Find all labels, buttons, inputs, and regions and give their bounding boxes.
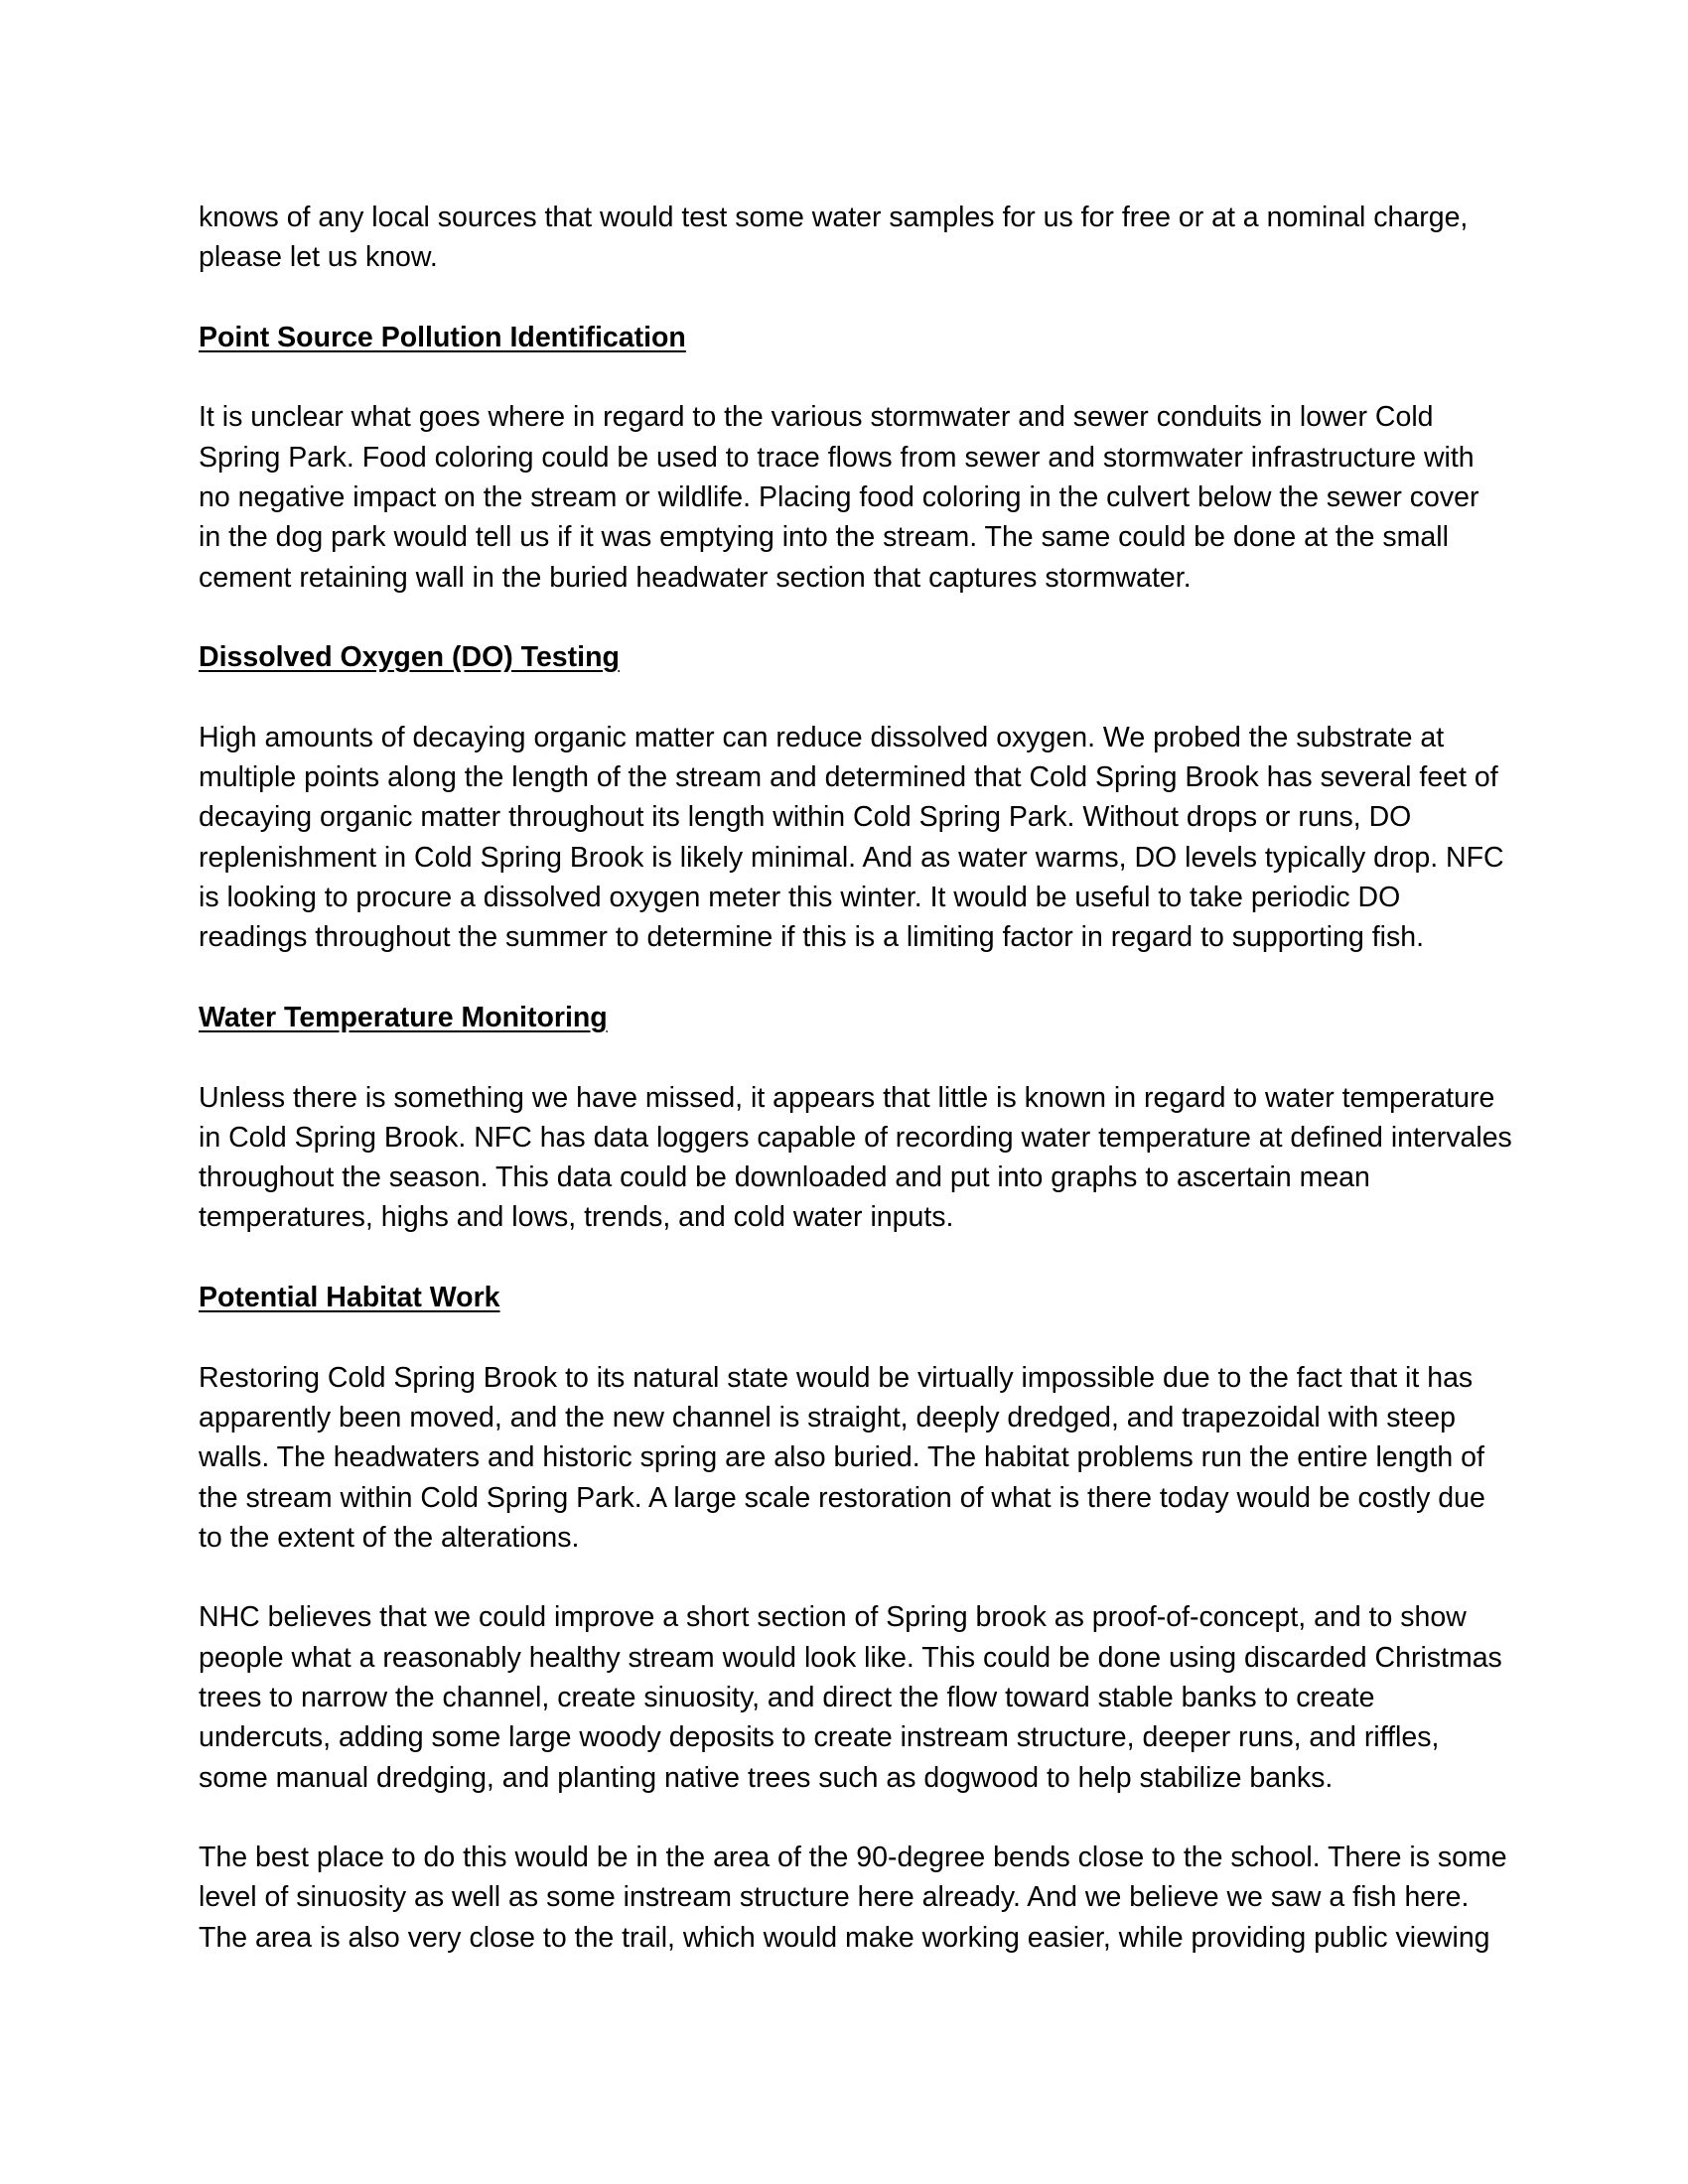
text-line: trees to narrow the channel, create sinuosity, and direct the flow toward stable banks to create [199, 1681, 1375, 1713]
text-line: throughout the season. This data could be downloaded and put into graphs to ascertain mean [199, 1161, 1370, 1194]
document-body [199, 198, 1512, 1958]
text-line: no negative impact on the stream or wildlife. Placing food coloring in the culvert below the sewer cover [199, 481, 1479, 514]
text-line: please let us know. [199, 241, 438, 274]
text-line: It is unclear what goes where in regard to the various stormwater and sewer conduits in lower Cold [199, 401, 1434, 434]
text-line: High amounts of decaying organic matter can reduce dissolved oxygen. We probed the substrate at [199, 721, 1445, 753]
heading-point-source-pollution: Point Source Pollution Identification [199, 321, 686, 353]
text-line: The best place to do this would be in the area of the 90-degree bends close to the school. There is some [199, 1842, 1507, 1874]
heading-water-temperature: Water Temperature Monitoring [199, 1001, 608, 1033]
text-line: cement retaining wall in the buried headwater section that captures stormwater. [199, 561, 1192, 594]
text-line: Spring Park. Food coloring could be used to trace flows from sewer and stormwater infrastructure with [199, 441, 1475, 474]
heading-potential-habitat-work: Potential Habitat Work [199, 1282, 500, 1314]
habitat-paragraph-2 [199, 1597, 1502, 1797]
text-line: the stream within Cold Spring Park. A large scale restoration of what is there today would be costly due [199, 1481, 1485, 1514]
habitat-paragraph-1 [199, 1358, 1489, 1558]
text-line: walls. The headwaters and historic spring are also buried. The habitat problems run the entire length of [199, 1441, 1484, 1474]
text-line: Restoring Cold Spring Brook to its natural state would be virtually impossible due to the fact that it has [199, 1361, 1474, 1394]
text-line: apparently been moved, and the new channel is straight, deeply dredged, and trapezoidal with steep [199, 1401, 1456, 1433]
text-line: multiple points along the length of the stream and determined that Cold Spring Brook has several feet of [199, 761, 1498, 794]
text-line: in Cold Spring Brook. NFC has data loggers capable of recording water temperature at defined intervales [199, 1121, 1512, 1154]
intro-paragraph [199, 198, 1489, 278]
water-temperature-paragraph [199, 1078, 1512, 1238]
text-line: temperatures, highs and lows, trends, and cold water inputs. [199, 1201, 954, 1234]
text-line: some manual dredging, and planting native trees such as dogwood to help stabilize banks. [199, 1761, 1334, 1794]
text-line: people what a reasonably healthy stream would look like. This could be done using discarded Christmas [199, 1641, 1502, 1674]
heading-dissolved-oxygen: Dissolved Oxygen (DO) Testing [199, 641, 620, 674]
text-line: NHC believes that we could improve a short section of Spring brook as proof-of-concept, and to show [199, 1601, 1467, 1634]
text-line: decaying organic matter throughout its length within Cold Spring Park. Without drops or runs, DO [199, 801, 1412, 834]
text-line: replenishment in Cold Spring Brook is likely minimal. And as water warms, DO levels typically drop. NFC [199, 841, 1504, 874]
dissolved-oxygen-paragraph [199, 718, 1504, 958]
text-line: The area is also very close to the trail, which would make working easier, while providing public viewing [199, 1921, 1490, 1954]
text-line: undercuts, adding some large woody deposits to create instream structure, deeper runs, and riffles, [199, 1721, 1440, 1754]
point-source-paragraph [199, 397, 1489, 597]
text-line: is looking to procure a dissolved oxygen meter this winter. It would be useful to take periodic DO [199, 882, 1401, 914]
text-line: level of sinuosity as well as some instream structure here already. And we believe we saw a fish here. [199, 1881, 1470, 1914]
text-line: to the extent of the alterations. [199, 1521, 580, 1554]
text-line: knows of any local sources that would test some water samples for us for free or at a nominal charge, [199, 202, 1469, 233]
text-line: readings throughout the summer to determine if this is a limiting factor in regard to supporting fish. [199, 921, 1425, 954]
habitat-paragraph-3 [199, 1838, 1507, 1958]
text-line: Unless there is something we have missed, it appears that little is known in regard to water temperature [199, 1081, 1495, 1114]
text-line: in the dog park would tell us if it was emptying into the stream. The same could be done at the small [199, 521, 1449, 554]
